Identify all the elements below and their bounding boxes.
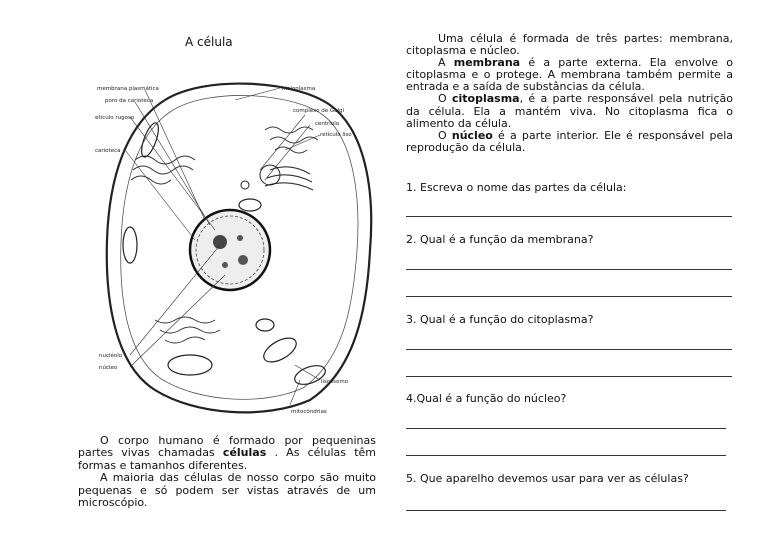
label-hialoplasma: hialoplasma <box>282 86 316 92</box>
explanation-text <box>406 33 733 154</box>
question-4: 4.Qual é a função do núcleo? <box>406 392 567 405</box>
label-reticulo-rugoso: retículo rugoso <box>95 115 135 121</box>
label-golgi: complexo de Golgi <box>293 108 345 114</box>
answer-line[interactable] <box>406 269 732 270</box>
intro-paragraph-2: A maioria das células de nosso corpo são muito pequenas e só podem ser vistas através de um microscópio. <box>78 471 376 510</box>
explanation-paragraph-2: A membrana é a parte externa. Ela envolve o citoplasma e o protege. A membrana também permite a entrada e a saída de substâncias da célula. <box>406 56 733 94</box>
bold-citoplasma: citoplasma <box>451 92 520 106</box>
question-1: 1. Escreva o nome das partes da célula: <box>406 181 627 194</box>
label-nucleolo: nucléolo <box>99 353 123 359</box>
question-3: 3. Qual é a função do citoplasma? <box>406 313 594 326</box>
answer-line[interactable] <box>406 216 732 217</box>
nucleus-shape <box>190 210 270 290</box>
answer-line[interactable] <box>406 349 732 350</box>
label-carioteca: carioteca <box>95 148 121 154</box>
cell-diagram <box>95 70 380 420</box>
answer-line[interactable] <box>406 296 732 297</box>
intro-text <box>78 435 376 509</box>
label-nucleo: núcleo <box>99 365 118 371</box>
explanation-paragraph-4: O núcleo é a parte interior. Ele é responsável pela reprodução da célula. <box>406 128 734 154</box>
answer-line[interactable] <box>406 455 726 456</box>
answer-line[interactable] <box>406 510 726 511</box>
answer-line[interactable] <box>406 428 726 429</box>
label-membrana: membrana plasmática <box>97 86 159 92</box>
question-2: 2. Qual é a função da membrana? <box>406 233 594 246</box>
question-5: 5. Que aparelho devemos usar para ver as células? <box>406 472 689 485</box>
bold-celulas: células <box>222 446 267 460</box>
bold-nucleo: núcleo <box>451 128 493 142</box>
bold-membrana: membrana <box>453 56 521 70</box>
explanation-paragraph-1: Uma célula é formada de três partes: membrana, citoplasma e núcleo. <box>406 32 733 58</box>
cell-illustration <box>95 70 380 420</box>
label-lisossomo: lisossomo <box>321 379 349 385</box>
answer-line[interactable] <box>406 376 732 377</box>
page-title: A célula <box>185 35 233 49</box>
label-mitocondrias: mitocôndrias <box>291 409 327 415</box>
label-reticulo-liso: retículo liso <box>320 132 352 138</box>
label-poro: poro da carioteca <box>105 98 154 104</box>
intro-paragraph-1: O corpo humano é formado por pequeninas partes vivas chamadas células . As células têm formas e tamanhos diferentes. <box>78 434 377 472</box>
label-centriolo: centríolo <box>315 121 340 127</box>
explanation-paragraph-3: O citoplasma, é a parte responsável pela nutrição da célula. Ela a mantém viva. No citoplasma fica o alimento da célula. <box>406 92 734 130</box>
